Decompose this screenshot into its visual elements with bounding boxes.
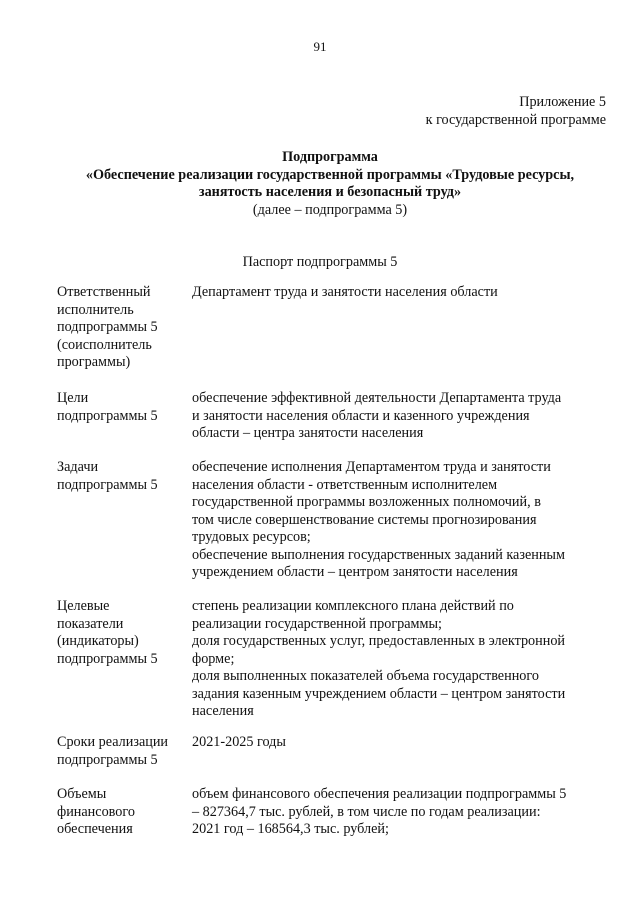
row-value-line: области – центра занятости населения (192, 425, 424, 441)
row-label (57, 598, 185, 668)
subprogram-title: Подпрограмма (282, 149, 378, 165)
row-label-line: подпрограммы 5 (57, 407, 158, 424)
row-value-line: 2021-2025 годы (192, 734, 286, 750)
row-value-line: доля выполненных показателей объема государственного (192, 668, 539, 684)
row-label-line: (соисполнитель (57, 336, 152, 353)
row-value-line: 2021 год – 168564,3 тыс. рублей; (192, 821, 389, 837)
row-value-line: объем финансового обеспечения реализации подпрограммы 5 (192, 786, 567, 802)
subprogram-heading (50, 149, 610, 219)
row-label-line: (индикаторы) (57, 633, 139, 649)
row-label-line: Ответственный (57, 284, 151, 300)
row-label-line: Объемы (57, 786, 107, 802)
row-value-line: – 827364,7 тыс. рублей, в том числе по годам реализации: (192, 803, 541, 820)
row-value (192, 786, 602, 839)
appendix-line-1: Приложение 5 (519, 94, 606, 110)
row-value-line: населения области - ответственным исполнителем (192, 476, 498, 493)
appendix-line-2: к государственной программе (425, 111, 606, 128)
row-value-line: Департамент труда и занятости населения области (192, 284, 498, 300)
appendix-header (426, 94, 606, 129)
row-value-line: населения (192, 703, 254, 719)
row-value-line: доля государственных услуг, предоставленных в электронной (192, 633, 566, 649)
row-value-line: задания казенным учреждением области – центром занятости (192, 685, 566, 702)
row-value-line: обеспечение исполнения Департаментом труда и занятости (192, 459, 551, 475)
subprogram-subtitle-line-1: «Обеспечение реализации государственной программы «Трудовые ресурсы, (85, 166, 575, 183)
row-value-line: степень реализации комплексного плана действий по (192, 598, 514, 614)
row-value (192, 598, 602, 721)
row-value-line: обеспечение эффективной деятельности Департамента труда (192, 390, 562, 406)
row-value-line: обеспечение выполнения государственных заданий казенным (192, 546, 565, 563)
passport-title: Паспорт подпрограммы 5 (242, 254, 398, 270)
row-label-line: исполнитель (57, 301, 134, 318)
row-value (192, 390, 602, 443)
row-label-line: подпрограммы 5 (57, 476, 158, 493)
row-label-line: Цели (57, 390, 89, 406)
row-label-line: финансового (57, 803, 135, 820)
row-label-line: Сроки реализации (57, 734, 169, 750)
row-label (57, 390, 185, 425)
row-value-line: и занятости населения области и казенного учреждения (192, 407, 530, 424)
row-value-line: учреждением области – центром занятости населения (192, 564, 518, 580)
row-label-line: Целевые (57, 598, 110, 614)
row-label-line: показатели (57, 615, 124, 632)
row-label (57, 459, 185, 494)
row-label (57, 734, 185, 769)
row-label-line: подпрограммы 5 (57, 650, 158, 667)
row-label-line: подпрограммы 5 (57, 319, 158, 335)
row-value-line: трудовых ресурсов; (192, 529, 311, 545)
row-value-line: форме; (192, 650, 235, 667)
row-label (57, 786, 185, 839)
row-value (192, 284, 602, 302)
subprogram-subtitle-line-2: занятость населения и безопасный труд» (198, 184, 462, 200)
row-value-line: государственной программы возложенных полномочий, в (192, 494, 541, 510)
row-label-line: обеспечения (57, 821, 133, 837)
row-label-line: программы) (57, 354, 131, 370)
row-label-line: Задачи (57, 459, 99, 475)
row-label (57, 284, 185, 372)
row-value-line: том числе совершенствование системы прогнозирования (192, 511, 537, 528)
row-value-line: реализации государственной программы; (192, 615, 442, 632)
row-label-line: подпрограммы 5 (57, 751, 158, 768)
row-value (192, 734, 602, 752)
row-value (192, 459, 602, 582)
subprogram-note: (далее – подпрограмма 5) (252, 201, 408, 218)
page-number: 91 (313, 39, 327, 54)
